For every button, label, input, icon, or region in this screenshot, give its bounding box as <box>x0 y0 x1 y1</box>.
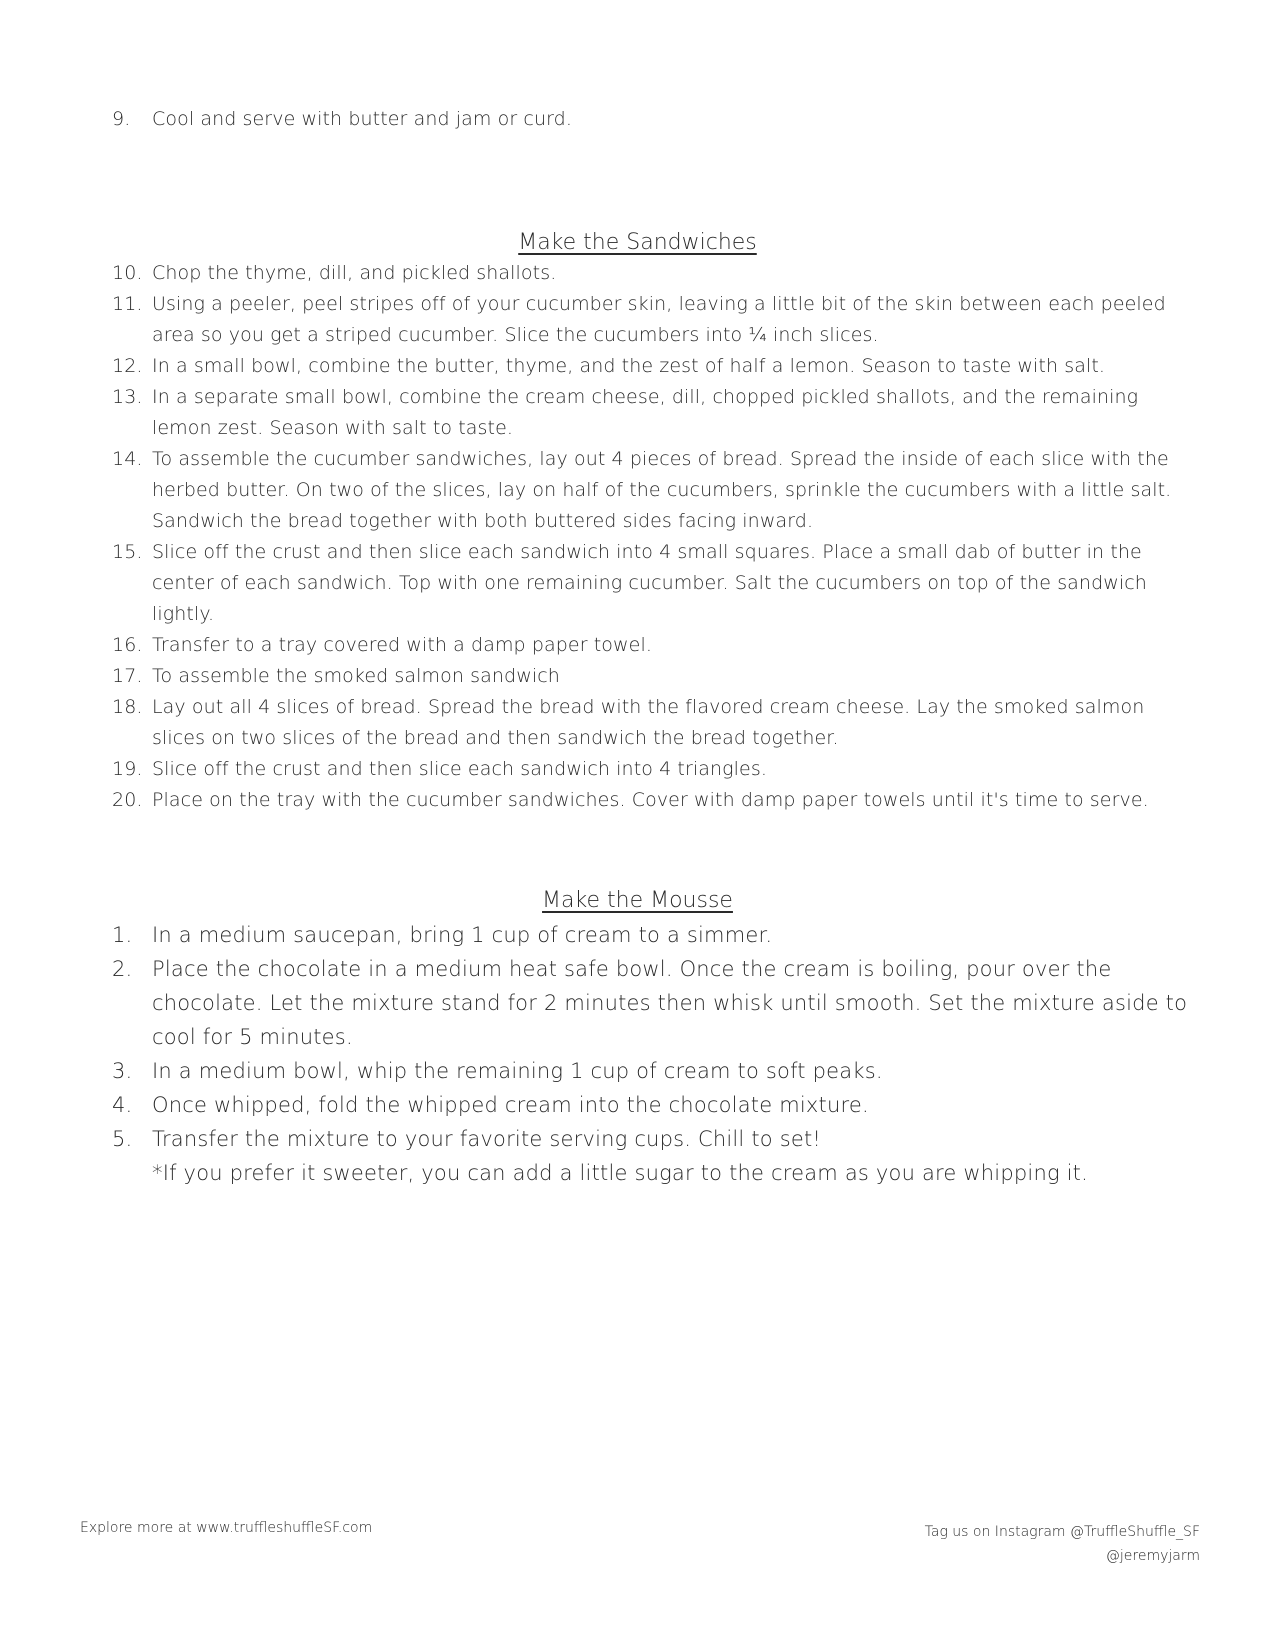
step-text: Place the chocolate in a medium heat safe bowl. Once the cream is boiling, pour over the chocolate. Let the mixture stand for 2 minutes then whisk until smooth. Set the mixture aside to cool for 5 minutes. <box>152 957 1188 1049</box>
step-number: 15. <box>112 541 143 563</box>
list-item <box>112 258 1202 289</box>
step-text: Slice off the crust and then slice each sandwich into 4 small squares. Place a small dab of butter in the center of each sandwich. Top with one remaining cucumber. Salt the cucumbers on top of the sandwich lightly. <box>152 541 1147 625</box>
step-text: In a medium saucepan, bring 1 cup of cream to a simmer. <box>152 923 773 947</box>
list-item <box>112 537 1202 630</box>
step-number: 13. <box>112 386 143 408</box>
step-text: Lay out all 4 slices of bread. Spread the bread with the flavored cream cheese. Lay the smoked salmon slices on two slices of the bread and then sandwich the bread together. <box>152 696 1145 749</box>
step-text: Place on the tray with the cucumber sandwiches. Cover with damp paper towels until it's time to serve. <box>152 789 1149 811</box>
list-item <box>112 104 1202 135</box>
step-text: Cool and serve with butter and jam or curd. <box>152 108 572 130</box>
top-step-list <box>112 104 1202 135</box>
step-text: To assemble the cucumber sandwiches, lay out 4 pieces of bread. Spread the inside of each slice with the herbed butter. On two of the slices, lay on half of the cucumbers, sprinkle the cucumbers with a little salt. Sandwich the bread together with both buttered sides facing inward. <box>152 448 1172 532</box>
step-text: Transfer to a tray covered with a damp paper towel. <box>152 634 652 656</box>
step-number: 20. <box>112 789 143 811</box>
mousse-step-list <box>112 918 1202 1190</box>
step-text: Chop the thyme, dill, and pickled shallots. <box>152 262 557 284</box>
step-number: 5. <box>112 1127 133 1151</box>
step-number: 19. <box>112 758 143 780</box>
footer-instagram: Tag us on Instagram @TruffleShuffle_SF <box>924 1524 1200 1540</box>
step-number: 14. <box>112 448 143 470</box>
step-text: Transfer the mixture to your favorite serving cups. Chill to set! <box>152 1127 822 1151</box>
step-text: In a separate small bowl, combine the cream cheese, dill, chopped pickled shallots, and the remaining lemon zest. Season with salt to taste. <box>152 386 1139 439</box>
step-number: 4. <box>112 1093 133 1117</box>
step-number: 18. <box>112 696 143 718</box>
step-text: In a small bowl, combine the butter, thyme, and the zest of half a lemon. Season to taste with salt. <box>152 355 1106 377</box>
mousse-note: *If you prefer it sweeter, you can add a little sugar to the cream as you are whipping it. <box>152 1161 1088 1185</box>
mousse-heading: Make the Mousse <box>542 888 733 913</box>
step-text: Using a peeler, peel stripes off of your cucumber skin, leaving a little bit of the skin between each peeled area so you get a striped cucumber. Slice the cucumbers into ¼ inch slices. <box>152 293 1166 346</box>
list-item <box>112 918 1202 952</box>
step-number: 9. <box>112 108 131 130</box>
list-item <box>112 444 1202 537</box>
list-item <box>112 1088 1202 1122</box>
footer-handle: @jeremyjarm <box>1105 1548 1200 1564</box>
step-number: 17. <box>112 665 143 687</box>
sandwiches-step-list <box>112 258 1202 816</box>
step-number: 3. <box>112 1059 133 1083</box>
footer-social <box>925 1520 1200 1568</box>
list-item <box>112 661 1202 692</box>
list-item <box>112 1122 1202 1156</box>
step-number: 1. <box>112 923 133 947</box>
list-item <box>112 630 1202 661</box>
list-item <box>112 952 1202 1054</box>
step-number: 10. <box>112 262 143 284</box>
list-item <box>112 382 1202 444</box>
list-item <box>112 785 1202 816</box>
step-number: 2. <box>112 957 133 981</box>
sandwiches-heading: Make the Sandwiches <box>518 230 757 255</box>
step-number: 16. <box>112 634 143 656</box>
list-item <box>112 351 1202 382</box>
step-text: To assemble the smoked salmon sandwich <box>152 665 560 687</box>
step-number: 11. <box>112 293 143 315</box>
step-text: Once whipped, fold the whipped cream into the chocolate mixture. <box>152 1093 869 1117</box>
step-text: In a medium bowl, whip the remaining 1 cup of cream to soft peaks. <box>152 1059 883 1083</box>
step-text: Slice off the crust and then slice each sandwich into 4 triangles. <box>152 758 767 780</box>
step-number: 12. <box>112 355 143 377</box>
footer-website: Explore more at www.truffleshuffleSF.com <box>80 1520 373 1536</box>
list-item <box>112 754 1202 785</box>
list-item <box>112 1054 1202 1088</box>
list-item <box>112 692 1202 754</box>
list-item <box>112 289 1202 351</box>
